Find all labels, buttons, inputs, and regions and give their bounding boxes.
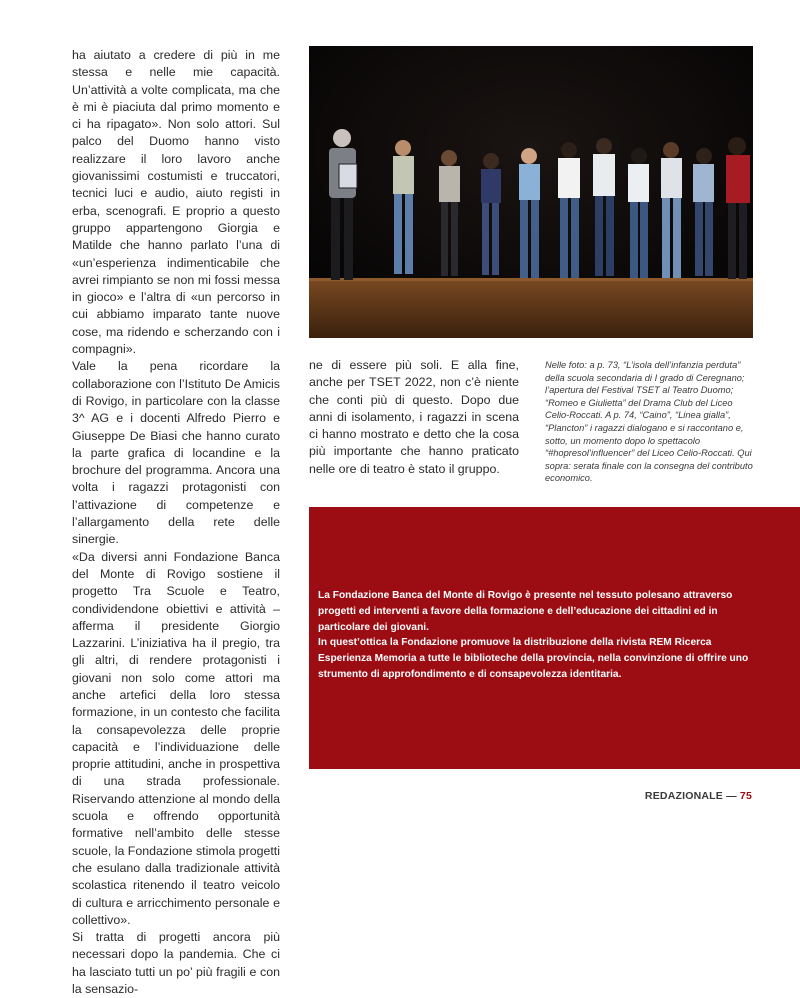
article-middle-column (309, 357, 519, 478)
page-footer (645, 790, 752, 802)
article-left-column (72, 47, 280, 998)
info-paragraph: La Fondazione Banca del Monte di Rovigo è presente nel tessuto polesano attraverso progetti ed interventi a favore della formazione e dell’educazione dei cittadini ed in particolare dei giovani. (318, 590, 733, 633)
photo-illustration (309, 46, 753, 338)
stage-photo (309, 46, 753, 338)
photo-caption (545, 359, 755, 485)
page-number: 75 (739, 790, 752, 802)
info-paragraph: In quest’ottica la Fondazione promuove la distribuzione della rivista REM Ricerca Esperienza Memoria a tutte le biblioteche della provincia, nella convinzione di offrire uno strumento di approfondimento e di consapevolezza identitaria. (318, 637, 749, 680)
footer-section-label: REDAZIONALE — (644, 790, 737, 802)
paragraph: Vale la pena ricordare la collaborazione con l’Istituto De Amicis di Rovigo, in particolare con la classe 3^ AG e i docenti Alfredo Pierro e Giuseppe De Biasi che hanno curato la parte grafica di locandine e la brochure del programma. Ancora una volta i ragazzi protagonisti con l’attivazione di competenze e l’allargamento della rete delle sinergie. (72, 359, 280, 547)
info-box-text (318, 588, 758, 683)
paragraph: «Da diversi anni Fondazione Banca del Monte di Rovigo sostiene il progetto Tra Scuole e Teatro, condividendone obiettivi e attività – afferma il presidente Giorgio Lazzarini. L’iniziativa ha il pregio, tra gli altri, di rendere protagonisti i giovani non solo come attori ma anche artefici della loro stessa formazione, in un contesto che facilita la consapevolezza delle proprie capacità e l’individuazione delle proprie attitudini, anche in prospettiva di una strada professionale. Riservando attenzione al mondo della scuola e offrendo opportunità formative nell’ambito delle stesse scuole, la Fondazione stimola progetti che esulano dalla tradizionale attività scolastica ritenendo il teatro veicolo di cultura e arricchimento personale e collettivo». (72, 549, 281, 927)
paragraph: ha aiutato a credere di più in me stessa e nelle mie capacità. Un’attività a volte complicata, ma che è mi è piaciuta dal primo momento e ci ha ripagato». Non solo attori. Sul palco del Duomo hanno visto realizzare il loro lavoro anche giovanissimi costumisti e truccatori, tecnici luci e audio, aiuto registi in erba, scenografi. E proprio a questo gruppo appartengono Giorgia e Matilde che hanno parlato l’una di «un’esperienza indimenticabile che avrei rimpianto se non mi fossi messa in gioco» e l’altra di «un percorso in cui abbiamo imparato tante nuove cose, ma ridendo e scherzando con i compagni». (72, 48, 280, 357)
caption-text: Nelle foto: a p. 73, “L’isola dell’infanzia perduta” della scuola secondaria di I grado di Ceregnano; l’apertura del Festival TSET al Teatro Duomo; “Romeo e Giulietta” del Drama Club del Liceo Celio-Roccati. A p. 74, “Caino”, “Linea gialla”, “Plancton” i ragazzi dialogano e si raccontano e, sotto, un momento dopo lo spettacolo “#hopresol’influencer” del Liceo Celio-Roccati. Qui sopra: serata finale con la consegna del contributo economico. (545, 360, 753, 484)
paragraph: ne di essere più soli. E alla fine, anche per TSET 2022, non c’è niente che conti più di questo. Dopo due anni di isolamento, i ragazzi in scena ci hanno mostrato e detto che la cosa più importante che hanno praticato nelle ore di teatro è stato il gruppo. (309, 358, 519, 476)
paragraph: Si tratta di progetti ancora più necessari dopo la pandemia. Che ci ha lasciato tutti un po’ più fragili e con la sensazio- (72, 930, 280, 997)
